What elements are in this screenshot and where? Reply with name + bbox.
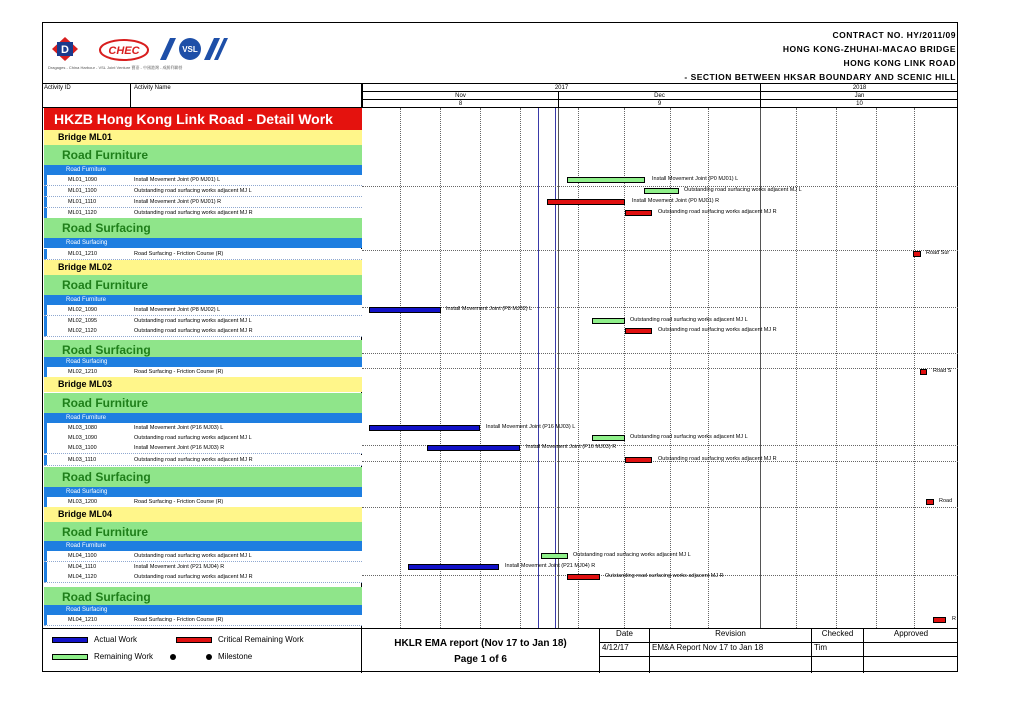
company-logos (48, 34, 288, 74)
project-title: HKZB Hong Kong Link Road - Detail Work (44, 108, 362, 130)
report-info (362, 629, 600, 673)
work-subgroup-header: Road Furniture (44, 413, 362, 423)
bar-label: Outstanding road surfacing works adjacent MJ R (605, 573, 724, 579)
activity-name: Install Movement Joint (P0 MJ01) R (134, 199, 222, 205)
activity-id: ML04_1120 (68, 574, 97, 580)
critical-work-bar (625, 328, 652, 334)
column-divider (130, 84, 131, 107)
bar-label: Outstanding road surfacing works adjacent MJ L (684, 187, 802, 193)
remaining-work-bar (592, 318, 625, 324)
revision-header-approved: Approved (864, 629, 958, 643)
work-group-header: Road Furniture (44, 275, 362, 295)
legend-actual-swatch (52, 637, 88, 643)
activity-name: Road Surfacing - Friction Course (R) (134, 617, 224, 623)
activity-id: ML02_1120 (68, 328, 97, 334)
actual-work-bar (408, 564, 499, 570)
activity-id-header: Activity ID (44, 85, 71, 91)
vsl-logo (158, 36, 228, 62)
gantt-row-separator (362, 353, 958, 354)
activity-id: ML04_1100 (68, 553, 97, 559)
year-2017: 2017 (362, 84, 760, 92)
revision-date: 4/12/17 (600, 643, 650, 657)
project-section: - SECTION BETWEEN HKSAR BOUNDARY AND SCENIC HILL (684, 72, 956, 82)
activity-row (44, 615, 362, 626)
page-footer (42, 628, 958, 672)
actual-work-bar (427, 445, 520, 451)
activity-id: ML03_1090 (68, 435, 98, 441)
chec-logo (98, 38, 150, 62)
legend-actual-label: Actual Work (94, 635, 137, 644)
work-subgroup-header: Road Surfacing (44, 357, 362, 367)
activity-name: Install Movement Joint (P16 MJ03) L (134, 425, 224, 431)
revision-description: EM&A Report Nov 17 to Jan 18 (650, 643, 812, 657)
revision-table (600, 629, 958, 673)
page-number: Page 1 of 6 (454, 654, 507, 665)
activity-id: ML01_1110 (68, 199, 97, 205)
work-subgroup-header: Road Furniture (44, 165, 362, 175)
activity-row (44, 249, 362, 260)
activity-name-header: Activity Name (134, 85, 171, 91)
activity-row (44, 197, 362, 208)
gantt-chart (362, 108, 958, 628)
activity-name: Road Surfacing - Friction Course (R) (134, 499, 224, 505)
bar-label: Install Movement Joint (P0 MJ01) L (652, 176, 739, 182)
critical-work-bar (547, 199, 625, 205)
activity-id: ML04_1210 (68, 617, 98, 623)
activity-name: Outstanding road surfacing works adjacent MJ L (134, 435, 252, 441)
vsl-logo-text: VSL (182, 45, 198, 54)
dragages-logo (48, 36, 82, 62)
gantt-row-separator (362, 507, 958, 508)
revision-checked: Tim (812, 643, 864, 657)
bridge-group-header: Bridge ML02 (44, 260, 362, 275)
critical-work-bar (567, 574, 600, 580)
activity-row (44, 186, 362, 197)
work-group-header: Road Furniture (44, 393, 362, 413)
revision-header-revision: Revision (650, 629, 812, 643)
activity-name: Install Movement Joint (P21 MJ04) R (134, 564, 225, 570)
timescale-months (362, 92, 958, 100)
activity-id: ML03_1110 (68, 457, 97, 463)
critical-work-bar (933, 617, 946, 623)
legend-remaining-swatch (52, 654, 88, 660)
actual-work-bar (369, 425, 480, 431)
activity-row (44, 551, 362, 562)
work-group-header: Road Surfacing (44, 340, 362, 360)
week-8: 8 (362, 100, 558, 108)
activity-id: ML03_1100 (68, 445, 97, 451)
revision-header-checked: Checked (812, 629, 864, 643)
work-group-header: Road Surfacing (44, 587, 362, 607)
bar-label: Outstanding road surfacing works adjacent MJ L (630, 434, 748, 440)
bar-label: Install Movement Joint (P16 MJ03) L (486, 424, 576, 430)
activity-id: ML02_1090 (68, 307, 98, 313)
revision-blank-cell (812, 657, 864, 673)
week-10: 10 (760, 100, 958, 108)
critical-work-bar (926, 499, 934, 505)
bar-label: Install Movement Joint (P16 MJ03) R (526, 444, 617, 450)
work-group-header: Road Surfacing (44, 218, 362, 238)
remaining-work-bar (541, 553, 568, 559)
activity-name: Outstanding road surfacing works adjacent MJ R (134, 210, 253, 216)
bar-label: Outstanding road surfacing works adjacent MJ L (630, 317, 748, 323)
revision-approved (864, 643, 958, 657)
activity-name: Outstanding road surfacing works adjacent MJ L (134, 188, 252, 194)
gantt-row-separator (362, 250, 958, 251)
activity-name: Outstanding road surfacing works adjacent MJ L (134, 318, 252, 324)
activity-id: ML01_1090 (68, 177, 98, 183)
activity-row (44, 326, 362, 337)
activity-id: ML01_1100 (68, 188, 97, 194)
timescale-weeks (362, 100, 958, 108)
work-subgroup-header: Road Furniture (44, 295, 362, 305)
work-group-header: Road Furniture (44, 145, 362, 165)
week-9: 9 (558, 100, 760, 108)
logo-caption: Dragages - China Harbour - VSL Joint Venture 寶嘉 - 中國港灣 - 威勝利聯營 (48, 65, 183, 70)
revision-blank-cell (650, 657, 812, 673)
revision-header-date: Date (600, 629, 650, 643)
activity-name: Install Movement Joint (P8 MJ02) L (134, 307, 221, 313)
legend-milestone-label: Milestone (218, 652, 253, 661)
bar-label: R (952, 616, 956, 622)
month-nov: Nov (362, 92, 558, 100)
critical-work-bar (625, 210, 652, 216)
report-title: HKLR EMA report (Nov 17 to Jan 18) (394, 638, 567, 649)
activity-id: ML03_1200 (68, 499, 98, 505)
bar-label: Install Movement Joint (P21 MJ04) R (505, 563, 596, 569)
gantt-row-separator (362, 186, 958, 187)
activity-id: ML01_1120 (68, 210, 97, 216)
work-subgroup-header: Road Furniture (44, 541, 362, 551)
activity-row (44, 455, 362, 466)
activity-id: ML01_1210 (68, 251, 98, 257)
remaining-work-bar (644, 188, 679, 194)
month-dec: Dec (558, 92, 760, 100)
work-subgroup-header: Road Surfacing (44, 605, 362, 615)
critical-work-bar (920, 369, 927, 375)
contract-number: CONTRACT NO. HY/2011/09 (832, 30, 956, 40)
activity-name: Road Surfacing - Friction Course (R) (134, 251, 224, 257)
bar-label: Outstanding road surfacing works adjacent MJ R (658, 209, 777, 215)
activity-name: Outstanding road surfacing works adjacent MJ R (134, 328, 253, 334)
work-subgroup-header: Road Surfacing (44, 487, 362, 497)
bar-label: Outstanding road surfacing works adjacent MJ R (658, 456, 777, 462)
month-jan: Jan (760, 92, 958, 100)
activity-row (44, 572, 362, 583)
activity-name: Outstanding road surfacing works adjacent MJ R (134, 457, 253, 463)
bar-label: Install Movement Joint (P8 MJ02) L (446, 306, 533, 312)
remaining-work-bar (592, 435, 625, 441)
legend-critical-swatch (176, 637, 212, 643)
critical-work-bar (913, 251, 921, 257)
activity-row (44, 305, 362, 316)
revision-blank-cell (600, 657, 650, 673)
bar-label: Road (939, 498, 953, 504)
activity-row (44, 443, 362, 454)
activity-name: Install Movement Joint (P0 MJ01) L (134, 177, 221, 183)
activity-id: ML02_1210 (68, 369, 98, 375)
activity-id: ML04_1110 (68, 564, 97, 570)
timescale (362, 84, 958, 108)
milestone-icon (170, 654, 176, 660)
project-name: HONG KONG-ZHUHAI-MACAO BRIDGE (782, 44, 956, 54)
activity-id: ML03_1080 (68, 425, 98, 431)
chec-logo-text: CHEC (108, 45, 140, 57)
gantt-row-separator (362, 368, 958, 369)
legend-remaining-label: Remaining Work (94, 652, 153, 661)
legend-critical-label: Critical Remaining Work (218, 635, 304, 644)
year-2018: 2018 (760, 84, 958, 92)
activity-name: Outstanding road surfacing works adjacent MJ R (134, 574, 253, 580)
work-group-header: Road Furniture (44, 522, 362, 542)
activity-id: ML02_1095 (68, 318, 98, 324)
bar-label: Outstanding road surfacing works adjacent MJ L (573, 552, 691, 558)
actual-work-bar (369, 307, 441, 313)
milestone-icon (206, 654, 212, 660)
activity-name: Road Surfacing - Friction Course (R) (134, 369, 224, 375)
activity-row (44, 175, 362, 186)
bridge-group-header: Bridge ML04 (44, 507, 362, 522)
bridge-group-header: Bridge ML03 (44, 377, 362, 392)
legend (42, 629, 362, 673)
activity-name: Outstanding road surfacing works adjacent MJ L (134, 553, 252, 559)
critical-work-bar (625, 457, 652, 463)
dragages-logo-letter: D (61, 44, 69, 56)
remaining-work-bar (567, 177, 645, 183)
bar-label: Outstanding road surfacing works adjacent MJ R (658, 327, 777, 333)
work-subgroup-header: Road Surfacing (44, 238, 362, 248)
work-group-header: Road Surfacing (44, 467, 362, 487)
activity-name: Install Movement Joint (P16 MJ03) R (134, 445, 225, 451)
bar-label: Road S (933, 368, 952, 374)
bridge-group-header: Bridge ML01 (44, 130, 362, 145)
bar-label: Install Movement Joint (P0 MJ01) R (632, 198, 720, 204)
timescale-years (362, 84, 958, 92)
bar-label: Road Sur (926, 250, 950, 256)
project-subname: HONG KONG LINK ROAD (843, 58, 956, 68)
contract-info (684, 28, 956, 84)
